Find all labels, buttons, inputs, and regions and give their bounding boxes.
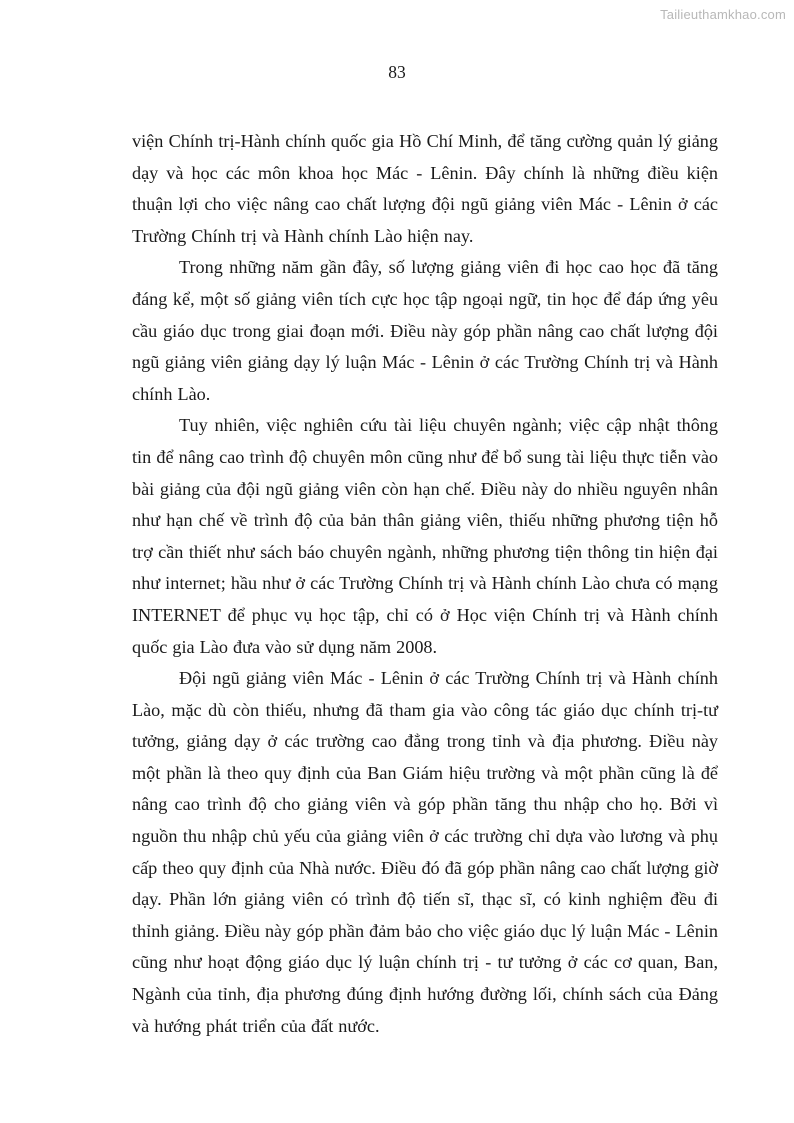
- page-number: 83: [388, 62, 406, 82]
- watermark: Tailieuthamkhao.com: [660, 7, 786, 22]
- paragraph: Tuy nhiên, việc nghiên cứu tài liệu chuyên ngành; việc cập nhật thông tin để nâng cao trình độ chuyên môn cũng như để bổ sung tài liệu thực tiễn vào bài giảng của đội ngũ giảng viên còn hạn chế. Điều này do nhiều nguyên nhân như hạn chế về trình độ của bản thân giảng viên, thiếu những phương tiện hỗ trợ cần thiết như sách báo chuyên ngành, những phương tiện thông tin hiện đại như internet; hầu như ở các Trường Chính trị và Hành chính Lào chưa có mạng INTERNET để phục vụ học tập, chỉ có ở Học viện Chính trị và Hành chính quốc gia Lào đưa vào sử dụng năm 2008.: [132, 415, 718, 657]
- paragraph: Đội ngũ giảng viên Mác - Lênin ở các Trường Chính trị và Hành chính Lào, mặc dù còn thiếu, nhưng đã tham gia vào công tác giáo dục chính trị-tư tưởng, giảng dạy ở các trường cao đẳng trong tỉnh và địa phương. Điều này một phần là theo quy định của Ban Giám hiệu trường và một phần cũng là để nâng cao trình độ cho giảng viên và góp phần tăng thu nhập cho họ. Bởi vì nguồn thu nhập chủ yếu của giảng viên ở các trường chỉ dựa vào lương và phụ cấp theo quy định của Nhà nước. Điều đó đã góp phần nâng cao chất lượng giờ dạy. Phần lớn giảng viên có trình độ tiến sĩ, thạc sĩ, có kinh nghiệm đều đi thỉnh giảng. Điều này góp phần đảm bảo cho việc giáo dục lý luận Mác - Lênin cũng như hoạt động giáo dục lý luận chính trị - tư tưởng ở các cơ quan, Ban, Ngành của tỉnh, địa phương đúng định hướng đường lối, chính sách của Đảng và hướng phát triển của đất nước.: [132, 668, 718, 1036]
- document-body: [132, 126, 718, 1042]
- paragraph-continuation: viện Chính trị-Hành chính quốc gia Hồ Chí Minh, để tăng cường quản lý giảng dạy và học các môn khoa học Mác - Lênin. Đây chính là những điều kiện thuận lợi cho việc nâng cao chất lượng đội ngũ giảng viên Mác - Lênin ở các Trường Chính trị và Hành chính Lào hiện nay.: [132, 131, 718, 246]
- paragraph: Trong những năm gần đây, số lượng giảng viên đi học cao học đã tăng đáng kể, một số giảng viên tích cực học tập ngoại ngữ, tin học để đáp ứng yêu cầu giáo dục trong giai đoạn mới. Điều này góp phần nâng cao chất lượng đội ngũ giảng viên giảng dạy lý luận Mác - Lênin ở các Trường Chính trị và Hành chính Lào.: [132, 257, 718, 404]
